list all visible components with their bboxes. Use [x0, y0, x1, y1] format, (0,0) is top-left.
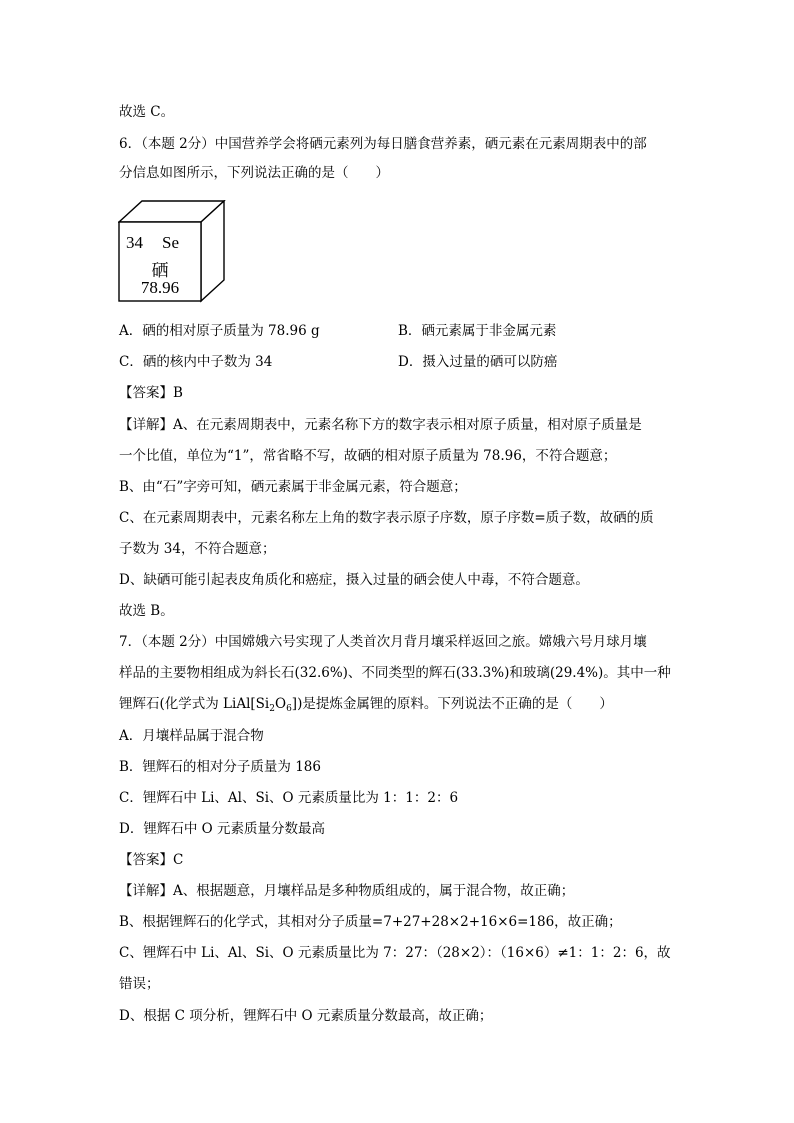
- subscript: 2: [269, 704, 275, 714]
- q6-conclusion: 故选 B。: [119, 603, 174, 619]
- q7-option-a: A．月壤样品属于混合物: [119, 728, 264, 744]
- q7-explanation-line: C、锂辉石中 Li、Al、Si、O 元素质量比为 7：27：（28×2）：（16×6）≠1：1：2：6，故: [119, 945, 671, 961]
- question-7-stem-line-3: [119, 695, 613, 718]
- q6-option-a: A．硒的相对原子质量为 78.96 g: [119, 323, 320, 339]
- element-name: 硒: [151, 261, 169, 280]
- element-symbol: Se: [162, 233, 179, 252]
- text-line: 故选 C。: [119, 104, 175, 120]
- q6-explanation-line: 【详解】A、在元素周期表中，元素名称下方的数字表示相对原子质量，相对原子质量是: [119, 417, 642, 433]
- q6-explanation-line: B、由“石”字旁可知，硒元素属于非金属元素，符合题意；: [119, 479, 467, 495]
- q7-explanation-line: 错误；: [119, 976, 160, 992]
- q7-option-c: C．锂辉石中 Li、Al、Si、O 元素质量比为 1：1：2：6: [119, 790, 459, 806]
- subscript: 6: [286, 704, 292, 714]
- q7-explanation-line: D、根据 C 项分析，锂辉石中 O 元素质量分数最高，故正确；: [119, 1008, 493, 1024]
- q6-option-b: B．硒元素属于非金属元素: [398, 323, 557, 339]
- text-segment: O: [274, 696, 287, 712]
- q7-option-d: D．锂辉石中 O 元素质量分数最高: [119, 821, 325, 837]
- q6-explanation-line: D、缺硒可能引起表皮角质化和癌症，摄入过量的硒会使人中毒，不符合题意。: [119, 572, 589, 588]
- q6-explanation-line: 子数为 34，不符合题意；: [119, 541, 276, 557]
- question-6-stem-line-1: 6．（本题 2分）中国营养学会将硒元素列为每日膳食营养素，硒元素在元素周期表中的部: [119, 136, 647, 152]
- atomic-number: 34: [126, 233, 143, 252]
- q6-option-c: C．硒的核内中子数为 34: [119, 354, 273, 370]
- q6-explanation-line: C、在元素周期表中，元素名称左上角的数字表示原子序数，原子序数=质子数，故硒的质: [119, 510, 654, 526]
- question-7-stem-line-2: 样品的主要物相组成为斜长石(32.6%)、不同类型的辉石(33.3%)和玻璃(29.4%)。其中一种: [119, 665, 671, 681]
- q6-explanation-line: 一个比值，单位为“1”，常省略不写，故硒的相对原子质量为 78.96，不符合题意；: [119, 448, 617, 464]
- q6-answer: 【答案】B: [119, 385, 183, 401]
- text-segment: ])是提炼金属锂的原料。下列说法不正确的是（ ）: [291, 696, 613, 712]
- text-segment: 锂辉石(化学式为 LiAl[Si: [119, 696, 270, 712]
- question-6-stem-line-2: 分信息如图所示，下列说法正确的是（ ）: [119, 165, 389, 181]
- q6-option-d: D．摄入过量的硒可以防癌: [398, 354, 558, 370]
- q7-explanation-line: 【详解】A、根据题意，月壤样品是多种物质组成的，属于混合物，故正确；: [119, 883, 575, 899]
- atomic-mass: 78.96: [140, 278, 180, 297]
- element-card-figure: [118, 200, 226, 304]
- question-7-stem-line-1: 7．（本题 2分）中国嫦娥六号实现了人类首次月背月壤采样返回之旅。嫦娥六号月球月壤: [119, 634, 647, 650]
- q7-answer: 【答案】C: [119, 852, 184, 868]
- q7-explanation-line: B、根据锂辉石的化学式，其相对分子质量=7+27+28×2+16×6=186，故正确；: [119, 914, 622, 930]
- q7-option-b: B．锂辉石的相对分子质量为 186: [119, 759, 321, 775]
